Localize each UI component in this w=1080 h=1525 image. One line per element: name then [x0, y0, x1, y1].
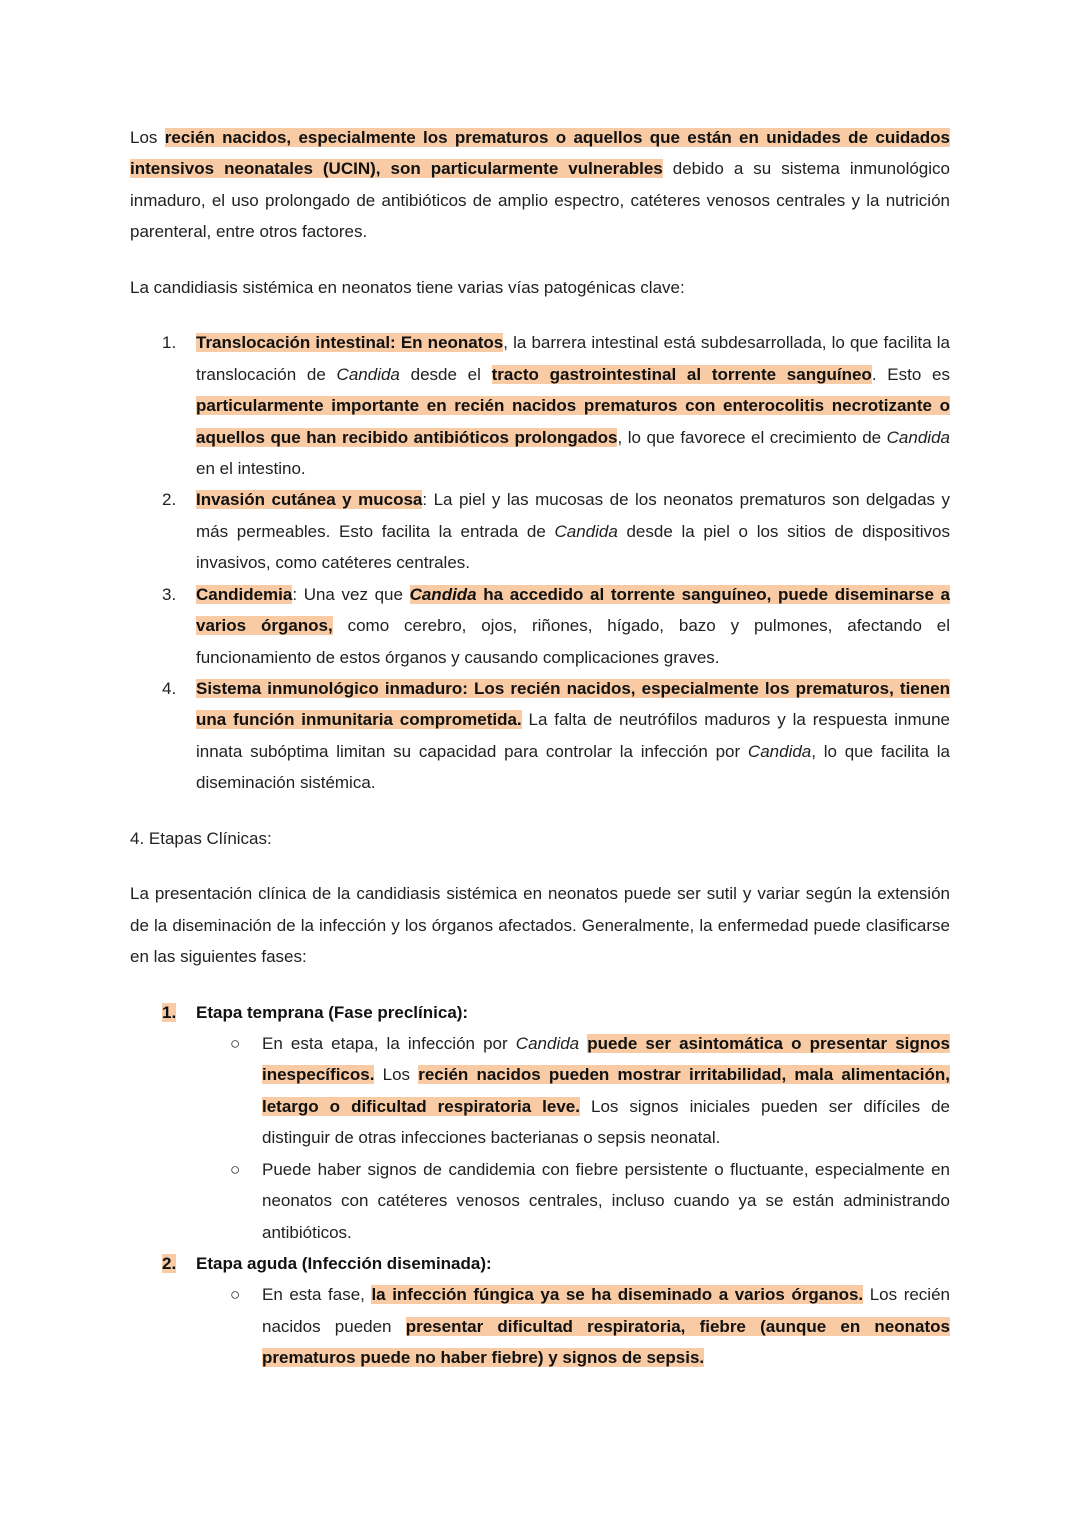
list-marker-number [162, 1248, 196, 1279]
highlighted-text: Invasión cutánea y mucosa [196, 490, 423, 510]
list-marker-number [162, 579, 196, 673]
list-marker-text: 1. [162, 1002, 177, 1022]
list-marker-number [162, 997, 196, 1028]
sub-list-item-text [262, 1154, 950, 1248]
text-run: en el intestino. [196, 458, 306, 478]
list-item [130, 997, 950, 1028]
list-marker-text: ○ [230, 1285, 241, 1305]
text-run: La presentación clínica de la candidiasis sistémica en neonatos puede ser sutil y variar según la extensión de la diseminación de la infección y los órganos afectados. Generalmente, la enfermedad puede clasificarse en las siguientes fases: [130, 884, 950, 967]
list-marker-circle [230, 1279, 262, 1373]
text-run: Los [130, 128, 165, 147]
ordered-list [130, 327, 950, 799]
list-marker-text: ○ [230, 1159, 241, 1179]
text-run: Los signos iniciales pueden ser difíciles de distinguir de otras infecciones bacterianas o sepsis neonatal. [262, 1096, 950, 1148]
highlighted-text: recién nacidos pueden mostrar irritabilidad, mala alimentación, letargo o dificultad respiratoria leve. [262, 1065, 950, 1116]
list-item-text [196, 673, 950, 799]
list-item [130, 579, 950, 673]
sub-list-item-text [262, 1279, 950, 1373]
list-item-text [196, 327, 950, 484]
highlighted-text: Translocación intestinal: En neonatos [196, 333, 504, 353]
highlighted-text: Sistema inmunológico inmaduro: Los recién nacidos, especialmente los prematuros, tienen una función inmunitaria comprometida. [196, 679, 950, 730]
text-run: como cerebro, ojos, riñones, hígado, bazo y pulmones, afectando el funcionamiento de estos órganos y causando complicaciones graves. [196, 616, 950, 667]
sub-list-item [130, 1279, 950, 1373]
paragraph [130, 122, 950, 248]
italic-text: Candida [336, 364, 400, 384]
list-item-text [196, 579, 950, 673]
list-item [130, 327, 950, 484]
text-run: , lo que facilita la diseminación sistémica. [196, 741, 950, 793]
text-run: Los [374, 1065, 419, 1085]
text-run: desde el [399, 364, 492, 384]
highlighted-text: Candidemia [196, 584, 293, 604]
highlighted-text: particularmente importante en recién nacidos prematuros con enterocolitis necrotizante o aquellos que han recibido antibióticos prolongados [196, 396, 950, 447]
text-run: La candidiasis sistémica en neonatos tiene varias vías patogénicas clave: [130, 277, 685, 297]
text-run: En esta etapa, la infección por [262, 1033, 516, 1053]
list-item-text [196, 997, 950, 1028]
highlighted-text: la infección fúngica ya se ha diseminado a varios órganos. [371, 1285, 864, 1305]
highlighted-text: Candida [409, 584, 477, 604]
paragraph [130, 272, 950, 303]
list-item-text [196, 484, 950, 578]
list-item [130, 1248, 950, 1279]
list-marker-number [162, 484, 196, 578]
highlighted-text: recién nacidos, especialmente los prematuros o aquellos que están en unidades de cuidados intensivos neonatales (UCIN), son particularmente vulnerables [130, 128, 950, 179]
list-marker-text: 2. [162, 1254, 177, 1273]
text-run: Los recién nacidos pueden [262, 1285, 950, 1336]
text-run: , lo que favorece el crecimiento de [617, 427, 887, 447]
list-item [130, 484, 950, 578]
list-marker-text: 4. [162, 679, 177, 698]
list-marker-text: 1. [162, 333, 177, 353]
text-run: 4. Etapas Clínicas: [130, 828, 272, 848]
list-marker-circle [230, 1154, 262, 1248]
highlighted-text: ha accedido al torrente sanguíneo, puede diseminarse a varios órganos, [196, 584, 951, 636]
list-marker-text: 3. [162, 584, 177, 604]
paragraph [130, 878, 950, 972]
text-run: : Una vez que [292, 584, 410, 604]
text-run: , la barrera intestinal está subdesarrollada, lo que facilita la translocación de [196, 333, 950, 384]
text-run: En esta fase, [262, 1285, 372, 1305]
list-item [130, 673, 950, 799]
highlighted-text: puede ser asintomática o presentar signos inespecíficos. [262, 1033, 950, 1085]
sub-list-item [130, 1028, 950, 1154]
text-run: : La piel y las mucosas de los neonatos prematuros son delgadas y más permeables. Esto facilita la entrada de [196, 490, 951, 541]
sub-list-item-text [262, 1028, 950, 1154]
highlighted-text: presentar dificultad respiratoria, fiebre (aunque en neonatos prematuros puede no haber fiebre) y signos de sepsis. [262, 1316, 950, 1368]
italic-text: Candida [515, 1033, 580, 1053]
text-run: . Esto es [871, 364, 950, 384]
list-marker-circle [230, 1028, 262, 1154]
text-run: La falta de neutrófilos maduros y la respuesta inmune innata subóptima limitan su capacidad para controlar la infección por [196, 710, 950, 761]
text-run: Etapa aguda (Infección diseminada): [196, 1254, 492, 1273]
highlighted-text: tracto gastrointestinal al torrente sanguíneo [491, 364, 872, 384]
list-marker-text: ○ [230, 1033, 241, 1053]
list-marker-number [162, 327, 196, 484]
ordered-list [130, 997, 950, 1374]
paragraph [130, 823, 950, 854]
text-run: Puede haber signos de candidemia con fiebre persistente o fluctuante, especialmente en neonatos con catéteres venosos centrales, incluso cuando ya se están administrando antibióticos. [262, 1159, 950, 1242]
italic-text: Candida [554, 521, 618, 541]
list-marker-number [162, 673, 196, 799]
text-run: desde la piel o los sitios de dispositivos invasivos, como catéteres centrales. [196, 521, 950, 573]
list-marker-text: 2. [162, 490, 177, 510]
list-item-text [196, 1248, 950, 1279]
italic-text: Candida [886, 427, 950, 447]
sub-list-item [130, 1154, 950, 1248]
italic-text: Candida [747, 741, 812, 761]
document-content [130, 122, 950, 1374]
text-run: debido a su sistema inmunológico inmaduro, el uso prolongado de antibióticos de amplio espectro, catéteres venosos centrales y la nutrición parenteral, entre otros factores. [130, 159, 950, 242]
text-run: Etapa temprana (Fase preclínica): [196, 1002, 469, 1022]
